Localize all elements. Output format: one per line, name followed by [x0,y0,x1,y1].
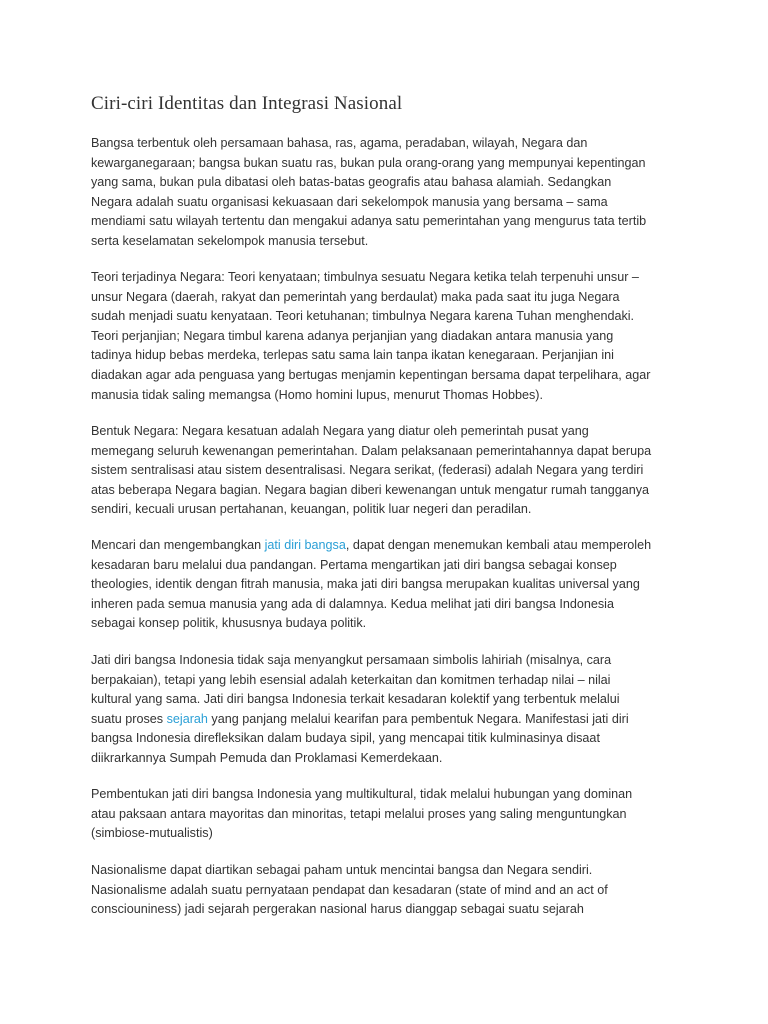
text-segment: Bentuk Negara: Negara kesatuan adalah Negara yang diatur oleh pemerintah pusat yang [91,424,589,438]
text-line [91,881,608,901]
text-segment: atas beberapa Negara bagian. Negara bagian diberi kewenangan untuk mengatur rumah tangganya [91,482,650,497]
paragraph-pembentukan [91,785,632,844]
text-line [91,327,650,347]
text-segment: serta keselamatan sekelompok manusia tersebut. [91,233,369,248]
text-segment: kewarganegaraan; bangsa bukan suatu ras, bukan pula orang-orang yang mempunyai kepentingan [91,155,646,170]
text-line [91,861,608,881]
text-line [91,729,629,749]
text-line [91,481,651,501]
text-segment: inheren pada semua manusia yang ada di dalamnya. Kedua melihat jati diri bangsa Indonesia [91,596,614,611]
paragraph-nasionalisme [91,861,608,920]
text-segment: (simbiose-mutualistis) [91,826,213,841]
text-line [91,690,629,710]
text-line [91,500,651,520]
text-segment: yang sama, bukan pula dibatasi oleh batas-batas geografis atau bahasa alamiah. Sedangkan [91,175,612,190]
text-segment: mendiami satu wilayah tertentu dan mengakui adanya satu pemerintahan yang mengurus tata tertib [91,214,647,229]
paragraph-bentuk-negara [91,422,651,520]
text-line [91,422,651,442]
inline-link[interactable]: jati diri bangsa [264,538,346,552]
document-title: Ciri-ciri Identitas dan Integrasi Nasional [91,93,403,114]
text-line [91,442,651,462]
text-line [91,614,651,634]
text-segment: Nasionalisme dapat diartikan sebagai paham untuk mencintai bangsa dan Negara sendiri. [91,863,593,877]
text-segment: Teori terjadinya Negara: Teori kenyataan; timbulnya sesuatu Negara ketika telah terpenuhi unsur – [91,270,639,284]
text-line [91,268,650,288]
text-line [91,193,646,213]
text-line [91,134,646,154]
text-segment: tadinya hidup bebas merdeka, terlepas satu sama lain tanpa ikatan kenegaraan. Perjanjian ini [91,348,614,363]
text-line [91,288,650,308]
text-segment: Negara adalah suatu organisasi kekuasaan dari sekelompok manusia yang bersama – sama [91,194,608,209]
text-line [91,805,632,825]
text-line [91,154,646,174]
text-line [91,232,646,252]
text-segment: diadakan agar ada penguasa yang bertugas menjamin kepentingan bersama dapat terpelihara, agar [91,367,651,382]
text-line [91,651,629,671]
text-line [91,386,650,406]
text-line [91,461,651,481]
text-line [91,710,629,730]
text-line [91,212,646,232]
paragraph-jati-diri [91,536,651,634]
text-segment: consciouniness) jadi sejarah pergerakan nasional harus dianggap sebagai suatu sejarah [91,902,584,917]
text-segment: sistem sentralisasi atau sistem desentralisasi. Negara serikat, (federasi) adalah Negara yang terdiri [91,463,644,478]
text-line [91,173,646,193]
text-segment: theologies, identik dengan fitrah manusia, maka jati diri bangsa merupakan kualitas universal yang [91,577,640,592]
text-line [91,671,629,691]
text-segment: unsur Negara (daerah, rakyat dan pemerintah yang berdaulat) maka pada saat itu juga Negara [91,289,620,304]
text-segment: atau paksaan antara mayoritas dan minoritas, tetapi melalui proses yang saling menguntungkan [91,806,627,821]
text-segment: memegang seluruh kewenangan pemerintahan. Dalam pelaksanaan pemerintahannya dapat berupa [91,443,652,458]
text-line [91,900,608,920]
text-segment: berpakaian), tetapi yang lebih esensial adalah keterkaitan dan komitmen terhadap nilai – nilai [91,672,611,687]
paragraph-bangsa [91,134,646,252]
text-line [91,575,651,595]
text-line [91,346,650,366]
text-segment: kultural yang sama. Jati diri bangsa Indonesia terkait kesadaran kolektif yang terbentuk melalui [91,692,620,707]
text-line [91,749,629,769]
text-line [91,824,632,844]
text-segment: sendiri, kecuali urusan pertahanan, keuangan, politik luar negeri dan peradilan. [91,502,532,517]
text-line [91,307,650,327]
paragraph-jati-diri-indonesia [91,651,629,769]
text-segment: sebagai konsep politik, khususnya budaya politik. [91,616,367,631]
text-segment: , dapat dengan menemukan kembali atau memperoleh [345,538,652,552]
text-line [91,556,651,576]
text-segment: Nasionalisme adalah suatu pernyataan pendapat dan kesadaran (state of mind and an act of [91,882,608,897]
text-segment: kesadaran baru melalui dua pandangan. Pertama mengartikan jati diri bangsa sebagai konsep [91,557,617,572]
text-line [91,595,651,615]
text-segment: Mencari dan mengembangkan [91,538,265,552]
text-segment: suatu proses [91,711,167,726]
text-segment: Jati diri bangsa Indonesia tidak saja menyangkut persamaan simbolis lahiriah (misalnya, cara [91,653,612,667]
inline-link[interactable]: sejarah [166,711,208,726]
text-segment: yang panjang melalui kearifan para pembentuk Negara. Manifestasi jati diri [207,711,629,726]
text-segment: Teori perjanjian; Negara timbul karena adanya perjanjian yang diadakan antara manusia yang [91,328,614,343]
text-segment: diikrarkannya Sumpah Pemuda dan Proklamasi Kemerdekaan. [91,750,443,765]
text-segment: Pembentukan jati diri bangsa Indonesia yang multikultural, tidak melalui hubungan yang dominan [91,787,633,801]
text-segment: Bangsa terbentuk oleh persamaan bahasa, ras, agama, peradaban, wilayah, Negara dan [91,136,588,150]
text-line [91,366,650,386]
paragraph-teori-negara [91,268,650,405]
text-line [91,536,651,556]
text-segment: bangsa Indonesia direfleksikan dalam budaya sipil, yang mencapai titik kulminasinya disaat [91,731,600,746]
text-line [91,785,632,805]
text-segment: manusia tidak saling memangsa (Homo homini lupus, menurut Thomas Hobbes). [91,387,543,402]
text-segment: sudah menjadi suatu kenyataan. Teori ketuhanan; timbulnya Negara karena Tuhan menghendaki. [91,309,635,324]
